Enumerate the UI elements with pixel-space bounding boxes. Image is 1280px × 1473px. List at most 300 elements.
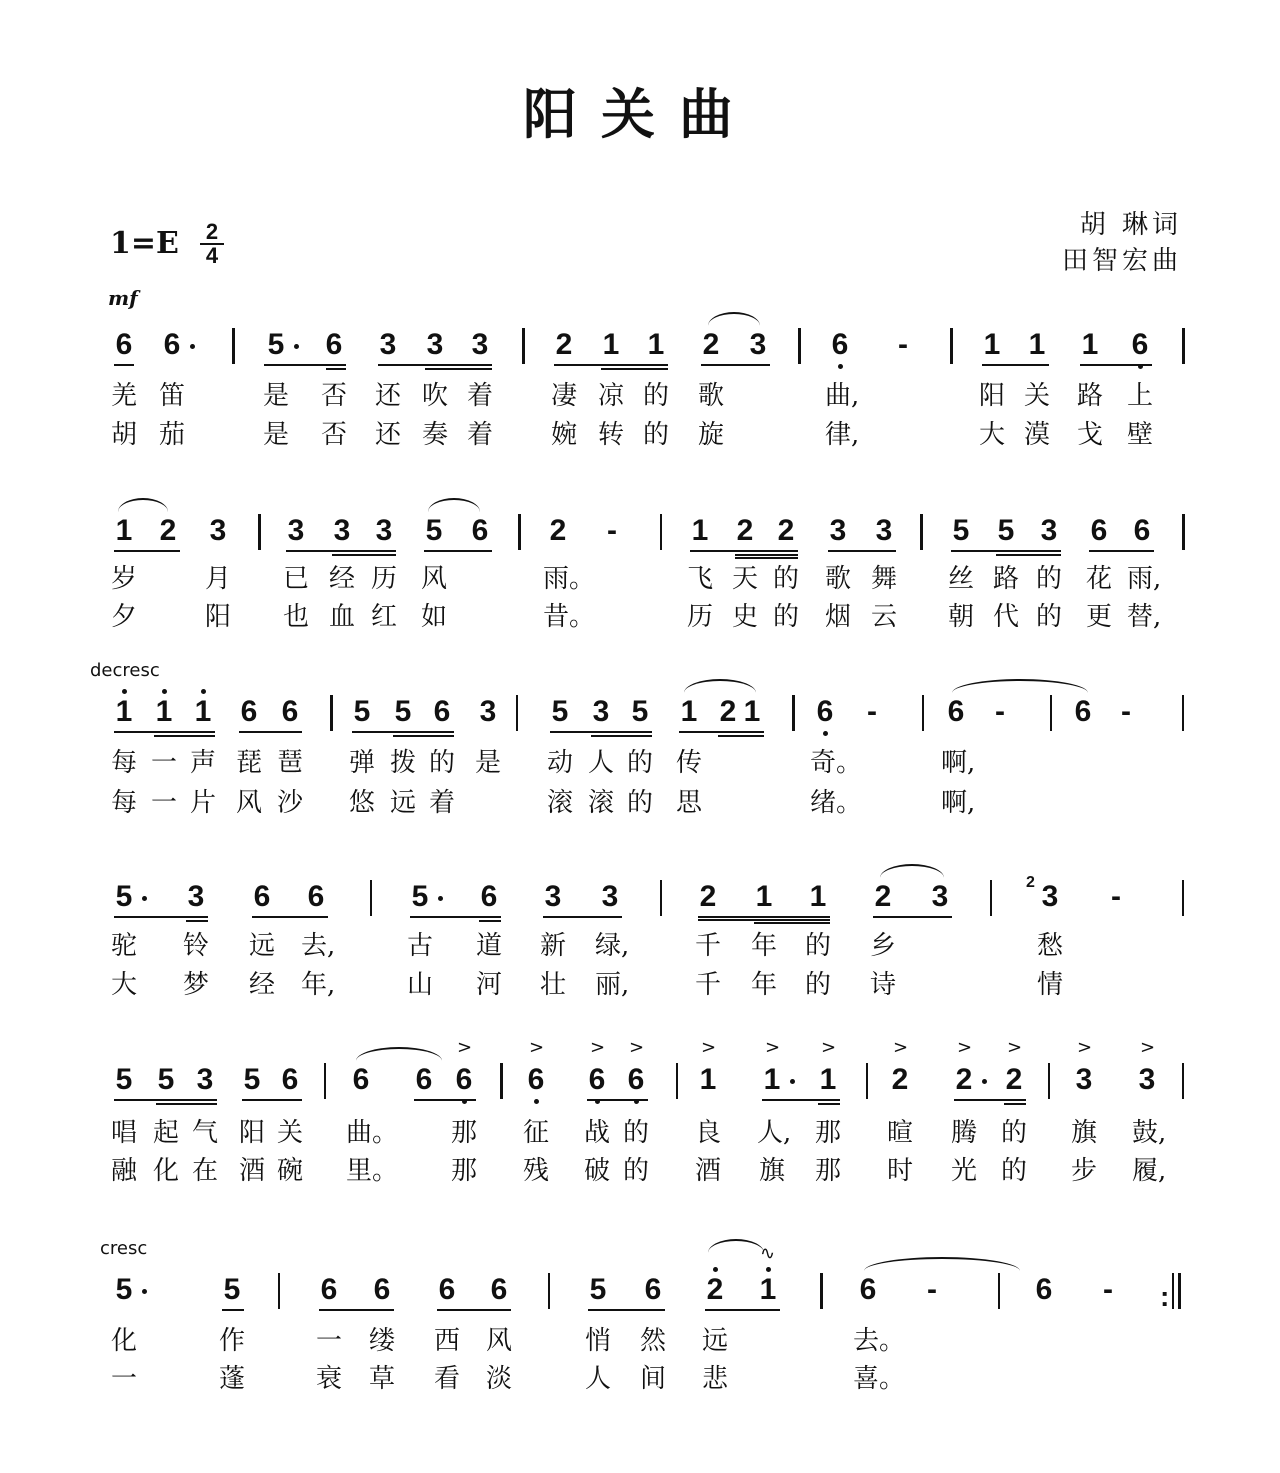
underline	[252, 916, 328, 918]
lyric-char: 的	[772, 564, 799, 594]
underline	[705, 1309, 780, 1311]
note: 1	[691, 514, 709, 547]
lyric-char: 的	[642, 381, 669, 411]
note: 2	[549, 514, 567, 547]
page-title: 阳关曲	[523, 82, 757, 146]
note: 6	[1074, 695, 1092, 728]
lyric-char: 婉	[550, 420, 577, 450]
lyric-char: 着	[428, 788, 455, 818]
note: 5	[243, 1063, 261, 1096]
lyric-char: 绿,	[595, 931, 630, 961]
underline	[828, 550, 896, 552]
lyric-char: 远	[389, 788, 416, 818]
dot-above	[162, 689, 167, 694]
lyric-char: 情	[1036, 970, 1063, 1000]
lyric-char: 作	[218, 1326, 245, 1356]
barline	[866, 1063, 868, 1099]
note: 3	[829, 514, 847, 547]
lyric-char: 年	[750, 931, 777, 961]
note: 3	[209, 514, 227, 547]
underline	[264, 364, 346, 366]
note: 5	[267, 328, 285, 361]
note: 6	[253, 880, 271, 913]
note: -	[927, 1273, 937, 1306]
lyric-char: 否	[320, 381, 347, 411]
lyric-char: 着	[466, 381, 493, 411]
note: 6	[455, 1063, 473, 1096]
lyric-char: 代	[992, 602, 1019, 632]
underline	[588, 1309, 665, 1311]
dot-above	[122, 689, 127, 694]
note: 5	[589, 1273, 607, 1306]
barline	[998, 1273, 1000, 1309]
note: 6	[281, 695, 299, 728]
slur	[356, 1047, 442, 1061]
dot-above	[713, 1267, 718, 1272]
underline	[114, 364, 134, 366]
note: 3	[1138, 1063, 1156, 1096]
accent-mark: >	[590, 1037, 606, 1058]
note: -	[607, 514, 617, 547]
lyric-char: 飞	[686, 564, 713, 594]
lyric-char: 丽,	[595, 970, 630, 1000]
lyric-char: 的	[622, 1118, 649, 1148]
lyric-char: 然	[639, 1326, 666, 1356]
lyric-char: 鼓,	[1132, 1118, 1167, 1148]
barline	[792, 695, 795, 731]
lyric-char: 歌	[697, 381, 724, 411]
lyric-char: 悲	[701, 1364, 728, 1394]
lyric-char: 的	[772, 602, 799, 632]
note: 6	[480, 880, 498, 913]
note: 6	[644, 1273, 662, 1306]
underline	[1089, 550, 1154, 552]
note: -	[1121, 695, 1131, 728]
note: 2	[719, 695, 737, 728]
lyric-char: 曲。	[346, 1118, 399, 1148]
lyric-char: 腾	[950, 1118, 977, 1148]
lyric-char: 一	[110, 1364, 137, 1394]
dot-below	[534, 1099, 539, 1104]
lyric-char: 暄	[886, 1118, 913, 1148]
lyric-char: 更	[1085, 602, 1112, 632]
lyric-char: 律,	[825, 420, 860, 450]
accent-mark: >	[629, 1037, 645, 1058]
underline	[319, 1309, 394, 1311]
barline	[330, 695, 333, 731]
accent-mark: >	[529, 1037, 545, 1058]
accent-mark: >	[1007, 1037, 1023, 1058]
lyric-char: 铃	[182, 931, 209, 961]
time-top: 2	[205, 219, 219, 244]
barline	[1182, 695, 1184, 731]
lyric-char: 茄	[158, 420, 185, 450]
note: 2	[955, 1063, 973, 1096]
dot-below	[823, 731, 828, 736]
lyric-char: 天	[731, 564, 758, 594]
accent-mark: >	[1077, 1037, 1093, 1058]
lyric-char: 思	[675, 788, 702, 818]
underline	[718, 735, 764, 737]
note: -	[867, 695, 877, 728]
underline	[410, 916, 501, 918]
lyric-char: 年,	[301, 970, 336, 1000]
barline	[660, 880, 662, 916]
lyric-char: 残	[522, 1156, 549, 1186]
lyric-char: 滚	[587, 788, 614, 818]
note: 6	[373, 1273, 391, 1306]
lyric-char: 看	[433, 1364, 460, 1394]
dynamic-mf: mf	[108, 286, 138, 310]
lyric-char: 的	[622, 1156, 649, 1186]
lyric-char: 羌	[110, 381, 137, 411]
underline	[352, 731, 454, 733]
lyric-char: 已	[282, 564, 309, 594]
underline	[550, 731, 652, 733]
lyric-char: 远	[248, 931, 275, 961]
lyric-char: 雨,	[1127, 564, 1162, 594]
underline	[154, 735, 215, 737]
lyric-char: 啊,	[941, 748, 976, 778]
lyric-char: 千	[694, 970, 721, 1000]
note: 2	[699, 880, 717, 913]
augmentation-dot	[142, 896, 147, 901]
underline	[996, 554, 1061, 556]
lyric-char: 还	[374, 420, 401, 450]
lyric-char: 烟	[824, 602, 851, 632]
lyric-char: 经	[248, 970, 275, 1000]
note: 3	[601, 880, 619, 913]
barline	[522, 328, 525, 364]
lyric-char: 淡	[485, 1364, 512, 1394]
lyric-char: 西	[433, 1326, 460, 1356]
barline	[950, 328, 953, 364]
note: 3	[1075, 1063, 1093, 1096]
underline	[679, 731, 764, 733]
lyric-char: 远	[701, 1326, 728, 1356]
trill-mark: ∿	[760, 1243, 776, 1264]
lyric-char: 喜。	[853, 1364, 906, 1394]
underline	[690, 550, 798, 552]
lyric-char: 琵	[235, 748, 262, 778]
note: -	[995, 695, 1005, 728]
barline	[820, 1273, 823, 1309]
underline	[954, 1099, 1026, 1101]
lyric-char: 征	[522, 1118, 549, 1148]
barline	[798, 328, 801, 364]
lyric-char: 着	[466, 420, 493, 450]
lyric-char: 云	[870, 602, 897, 632]
composer-credit: 田智宏曲	[1061, 246, 1182, 276]
note: 5	[425, 514, 443, 547]
lyric-char: 里。	[346, 1156, 399, 1186]
lyric-char: 吹	[421, 381, 448, 411]
note: 3	[479, 695, 497, 728]
note: 2	[702, 328, 720, 361]
lyric-char: 的	[642, 420, 669, 450]
lyric-char: 关	[276, 1118, 303, 1148]
barline	[548, 1273, 550, 1309]
slur	[708, 1239, 764, 1253]
accent-mark: >	[701, 1037, 717, 1058]
note: 1	[647, 328, 665, 361]
underline	[437, 1309, 511, 1311]
note: 5	[223, 1273, 241, 1306]
lyric-char: 琶	[276, 748, 303, 778]
barline	[1048, 1063, 1050, 1099]
underline	[393, 735, 454, 737]
lyric-char: 融	[110, 1156, 137, 1186]
lyric-char: 一	[150, 788, 177, 818]
lyric-char: 梦	[182, 970, 209, 1000]
lyric-char: 悠	[348, 788, 375, 818]
lyric-char: 花	[1085, 564, 1112, 594]
lyric-char: 路	[1076, 381, 1103, 411]
barline	[1178, 1273, 1181, 1309]
underline	[479, 920, 501, 922]
lyric-char: 曲,	[825, 381, 860, 411]
key-signature: 1=E	[110, 226, 179, 261]
underline	[114, 1099, 217, 1101]
underline	[762, 1099, 840, 1101]
lyric-char: 风	[485, 1326, 512, 1356]
lyric-char: 阳	[204, 602, 231, 632]
lyric-char: 弹	[348, 748, 375, 778]
underline	[698, 919, 830, 921]
time-signature	[200, 219, 224, 268]
underline	[1080, 364, 1152, 366]
lyric-char: 破	[583, 1156, 610, 1186]
barline	[1182, 1063, 1184, 1099]
lyric-char: 旗	[758, 1156, 785, 1186]
note: 6	[1133, 514, 1151, 547]
note: 3	[749, 328, 767, 361]
lyric-char: 诗	[869, 970, 896, 1000]
lyric-char: 沙	[276, 788, 303, 818]
lyric-char: 人	[587, 748, 614, 778]
underline	[186, 920, 208, 922]
underline	[951, 550, 1061, 552]
lyric-char: 是	[262, 420, 289, 450]
note: 1	[115, 514, 133, 547]
lyric-char: 旋	[697, 420, 724, 450]
barline	[518, 514, 521, 550]
lyric-char: 古	[406, 931, 433, 961]
note: 1	[115, 695, 133, 728]
lyric-char: 良	[694, 1118, 721, 1148]
note: 3	[544, 880, 562, 913]
lyric-char: 的	[626, 788, 653, 818]
lyric-char: 的	[1035, 602, 1062, 632]
note: 3	[333, 514, 351, 547]
note: 6	[307, 880, 325, 913]
note: 1	[819, 1063, 837, 1096]
lyric-char: 奇。	[810, 748, 863, 778]
lyric-char: 月	[204, 564, 231, 594]
lyric-char: 凉	[597, 381, 624, 411]
lyric-char: 蓬	[218, 1364, 245, 1394]
lyric-char: 河	[475, 970, 502, 1000]
note: 5	[115, 1273, 133, 1306]
barline	[1172, 1273, 1174, 1309]
slur	[880, 864, 944, 878]
underline	[114, 731, 215, 733]
barline	[1182, 514, 1185, 550]
lyric-char: 壁	[1126, 420, 1153, 450]
lyric-char: 绪。	[810, 788, 863, 818]
note: 1	[194, 695, 212, 728]
note: 6	[281, 1063, 299, 1096]
augmentation-dot	[190, 344, 195, 349]
lyric-char: 否	[320, 420, 347, 450]
lyric-char: 胡	[110, 420, 137, 450]
note: 6	[471, 514, 489, 547]
accent-mark: >	[893, 1037, 909, 1058]
lyric-char: 朝	[947, 602, 974, 632]
lyric-char: 驼	[110, 931, 137, 961]
note: 6	[115, 328, 133, 361]
slur	[118, 498, 168, 512]
lyric-char: 去,	[301, 931, 336, 961]
note: 1	[602, 328, 620, 361]
underline	[242, 1099, 302, 1101]
lyric-char: 风	[235, 788, 262, 818]
note: 6	[1090, 514, 1108, 547]
underline	[873, 916, 952, 918]
note: 1	[759, 1273, 777, 1306]
slur	[684, 679, 756, 693]
accent-mark: >	[765, 1037, 781, 1058]
lyric-char: 传	[675, 748, 702, 778]
lyric-char: 的	[1000, 1156, 1027, 1186]
lyric-char: 一	[315, 1326, 342, 1356]
lyric-char: 酒	[694, 1156, 721, 1186]
barline	[1050, 695, 1052, 731]
note: 1	[699, 1063, 717, 1096]
dynamic-cresc: cresc	[100, 1238, 148, 1259]
accent-mark: >	[1140, 1037, 1156, 1058]
note: 3	[196, 1063, 214, 1096]
note: 3	[187, 880, 205, 913]
note: 6	[433, 695, 451, 728]
barline	[324, 1063, 326, 1099]
underline	[982, 364, 1049, 366]
lyric-char: 履,	[1132, 1156, 1167, 1186]
lyric-char: 丝	[947, 564, 974, 594]
lyric-char: 去。	[853, 1326, 906, 1356]
lyric-char: 也	[282, 602, 309, 632]
note: 2	[555, 328, 573, 361]
note: 3	[1041, 880, 1059, 913]
note: -	[898, 328, 908, 361]
augmentation-dot	[790, 1079, 795, 1084]
note: 3	[379, 328, 397, 361]
dot-below	[838, 364, 843, 369]
lyric-char: 起	[152, 1118, 179, 1148]
underline	[735, 554, 798, 556]
note: -	[1103, 1273, 1113, 1306]
lyric-char: 岁	[110, 564, 137, 594]
lyric-char: 每	[110, 788, 137, 818]
lyric-char: 气	[191, 1118, 218, 1148]
underline	[1004, 1103, 1026, 1105]
note: 6	[415, 1063, 433, 1096]
dot-above	[766, 1267, 771, 1272]
underline	[239, 731, 302, 733]
note: 3	[375, 514, 393, 547]
lyric-char: 关	[1023, 381, 1050, 411]
underline	[114, 550, 180, 552]
barline	[660, 514, 662, 550]
lyric-char: 风	[420, 564, 447, 594]
underline	[332, 554, 396, 556]
dynamic-decresc: decresc	[90, 660, 160, 681]
lyric-char: 在	[191, 1156, 218, 1186]
lyric-char: 红	[370, 602, 397, 632]
lyric-char: 奏	[421, 420, 448, 450]
lyric-char: 人,	[757, 1118, 792, 1148]
lyricist-credit: 胡 琳词	[1079, 210, 1182, 240]
lyric-char: 酒	[238, 1156, 265, 1186]
note: 3	[1040, 514, 1058, 547]
note: 3	[592, 695, 610, 728]
underline	[424, 550, 492, 552]
note: 5	[353, 695, 371, 728]
barline	[258, 514, 261, 550]
note: 6	[831, 328, 849, 361]
note: 5	[952, 514, 970, 547]
lyric-char: 衰	[315, 1364, 342, 1394]
lyric-char: 笛	[158, 381, 185, 411]
lyric-char: 大	[110, 970, 137, 1000]
lyric-char: 声	[189, 748, 216, 778]
note: 2	[891, 1063, 909, 1096]
note: 6	[240, 695, 258, 728]
grace-note: 2	[1026, 874, 1035, 891]
note: 1	[755, 880, 773, 913]
note: 6	[320, 1273, 338, 1306]
barline	[370, 880, 372, 916]
lyric-char: 片	[189, 788, 216, 818]
lyric-char: 愁	[1036, 931, 1063, 961]
note: 2	[1005, 1063, 1023, 1096]
lyric-char: 的	[1035, 564, 1062, 594]
lyric-char: 间	[639, 1364, 666, 1394]
note: 6	[859, 1273, 877, 1306]
dot-above	[201, 689, 206, 694]
note: 5	[115, 1063, 133, 1096]
lyric-char: 啊,	[941, 788, 976, 818]
lyric-char: 滚	[546, 788, 573, 818]
barline	[500, 1063, 503, 1099]
underline	[698, 916, 830, 918]
note: 3	[287, 514, 305, 547]
underline	[754, 922, 830, 924]
note: 3	[471, 328, 489, 361]
note: 6	[490, 1273, 508, 1306]
barline	[1182, 880, 1184, 916]
note: 6	[438, 1273, 456, 1306]
lyric-char: 阳	[238, 1118, 265, 1148]
lyric-char: 歌	[824, 564, 851, 594]
underline	[591, 735, 652, 737]
note: 2	[777, 514, 795, 547]
augmentation-dot	[294, 344, 299, 349]
barline	[922, 695, 924, 731]
barline	[278, 1273, 280, 1309]
lyric-char: 人	[584, 1364, 611, 1394]
note: 3	[426, 328, 444, 361]
